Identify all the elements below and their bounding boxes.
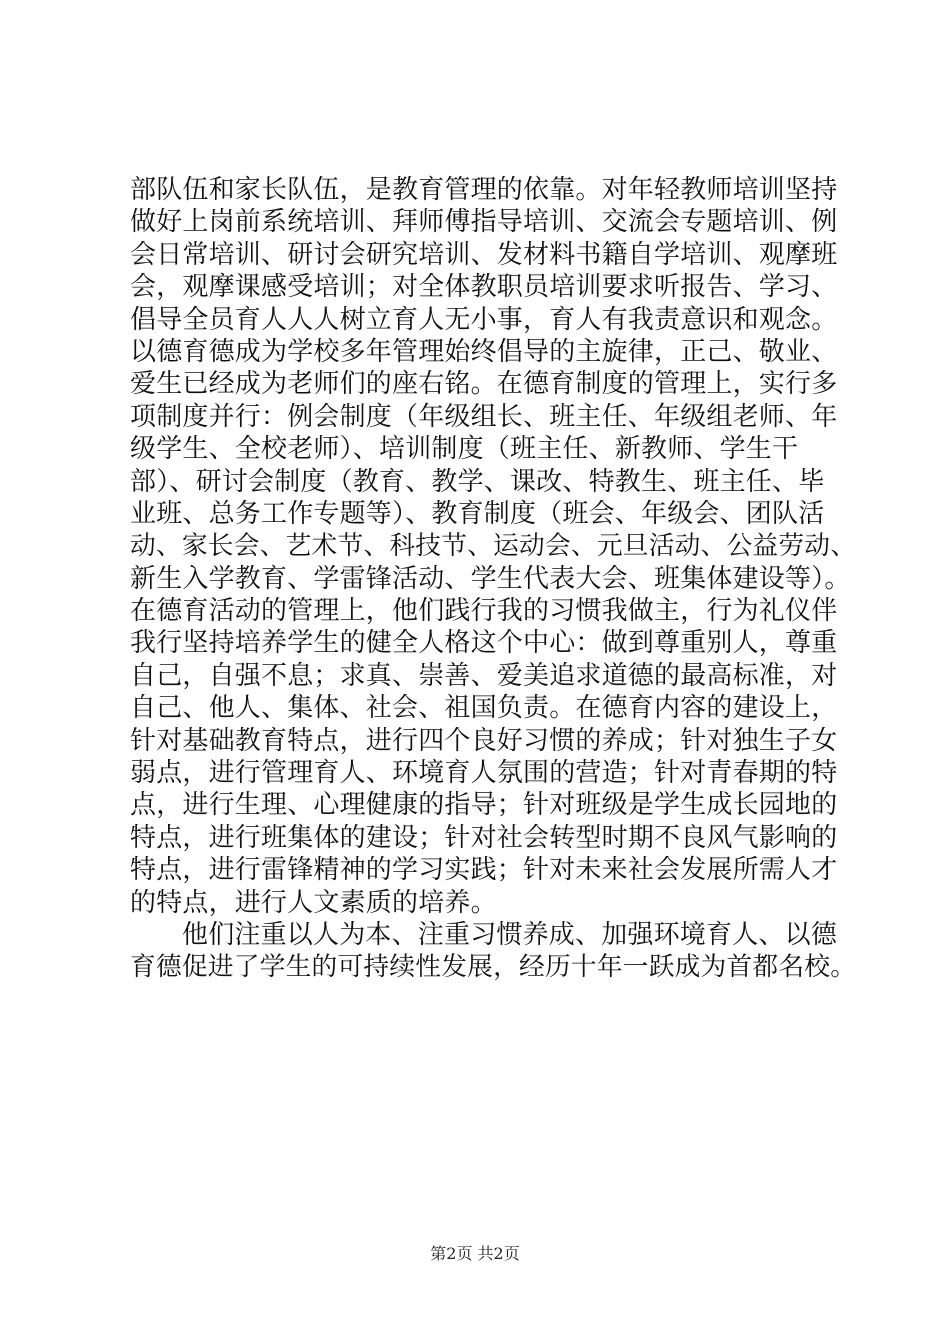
paragraph-2 — [130, 919, 860, 984]
text-line: 自己、他人、集体、社会、祖国负责。在德育内容的建设上， — [130, 693, 838, 724]
text-line: 以德育德成为学校多年管理始终倡导的主旋律，正己、敬业、 — [130, 336, 838, 367]
text-line: 新生入学教育、学雷锋活动、学生代表大会、班集体建设等）。 — [130, 563, 851, 594]
text-line: 级学生、全校老师）、培训制度（班主任、新教师、学生干 — [130, 434, 799, 465]
text-line: 弱点，进行管理育人、环境育人氛围的营造；针对青春期的特 — [130, 758, 838, 789]
text-line: 做好上岗前系统培训、拜师傅指导培训、交流会专题培训、例 — [130, 207, 838, 238]
text-line: 会日常培训、研讨会研究培训、发材料书籍自学培训、观摩班 — [130, 239, 838, 270]
text-line: 针对基础教育特点，进行四个良好习惯的养成；针对独生子女 — [130, 725, 838, 756]
text-line: 特点，进行班集体的建设；针对社会转型时期不良风气影响的 — [130, 822, 838, 853]
text-line: 业班、总务工作专题等）、教育制度（班会、年级会、团队活 — [130, 498, 825, 529]
text-line: 部队伍和家长队伍，是教育管理的依靠。对年轻教师培训坚持 — [130, 175, 838, 205]
text-line: 自己，自强不息；求真、崇善、爱美追求道德的最高标准，对 — [130, 660, 838, 691]
text-line: 特点，进行雷锋精神的学习实践；针对未来社会发展所需人才 — [130, 855, 838, 886]
document-body — [130, 174, 860, 984]
text-line: 我行坚持培养学生的健全人格这个中心：做到尊重别人，尊重 — [130, 628, 838, 659]
text-line: 在德育活动的管理上，他们践行我的习惯我做主，行为礼仪伴 — [130, 596, 838, 627]
text-line: 的特点，进行人文素质的培养。 — [130, 887, 497, 918]
text-line: 爱生已经成为老师们的座右铭。在德育制度的管理上，实行多 — [130, 369, 838, 400]
text-line: 会，观摩课感受培训；对全体教职员培训要求听报告、学习、 — [130, 272, 838, 303]
text-line: 育德促进了学生的可持续性发展，经历十年一跃成为首都名校。 — [130, 952, 857, 983]
text-line: 倡导全员育人人人树立育人无小事，育人有我责意识和观念。 — [130, 304, 838, 335]
text-line: 项制度并行：例会制度（年级组长、班主任、年级组老师、年 — [130, 401, 838, 432]
text-line: 部）、研讨会制度（教育、教学、课改、特教生、班主任、毕 — [130, 466, 825, 497]
page-number-footer: 第2页 共2页 — [430, 1244, 520, 1263]
text-line: 动、家长会、艺术节、科技节、运动会、元旦活动、公益劳动、 — [130, 531, 857, 562]
paragraph-1 — [130, 174, 860, 919]
text-line: 点，进行生理、心理健康的指导；针对班级是学生成长园地的 — [130, 790, 838, 821]
text-line: 他们注重以人为本、注重习惯养成、加强环境育人、以德 — [182, 919, 838, 950]
